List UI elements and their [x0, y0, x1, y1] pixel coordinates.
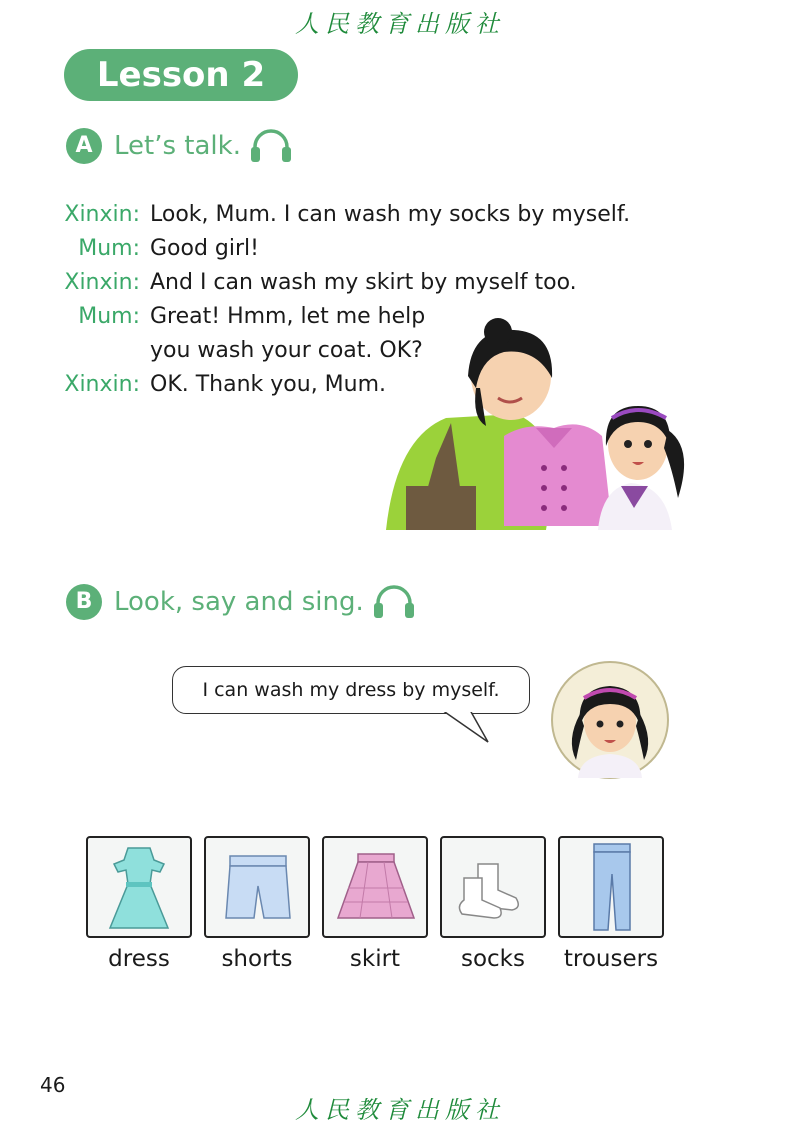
trousers-icon — [560, 838, 662, 936]
publisher-header: 人民教育出版社 — [295, 10, 505, 38]
headphones-icon[interactable] — [249, 129, 293, 163]
dialogue-text: Look, Mum. I can wash my socks by myself. — [150, 202, 631, 227]
card-trousers[interactable] — [558, 836, 664, 938]
card-socks[interactable] — [440, 836, 546, 938]
speaker-name: Xinxin: — [64, 372, 140, 397]
shorts-icon — [206, 838, 308, 936]
dialogue-text: And I can wash my skirt by myself too. — [150, 270, 577, 295]
card-label-skirt: skirt — [349, 946, 401, 972]
card-skirt[interactable] — [322, 836, 428, 938]
dress-icon — [88, 838, 190, 936]
publisher-footer: 人民教育出版社 — [295, 1096, 505, 1124]
dialogue-text: OK. Thank you, Mum. — [150, 372, 387, 397]
card-label-trousers: trousers — [563, 946, 659, 972]
lesson-title: Lesson 2 — [64, 49, 298, 101]
dialogue-text: you wash your coat. OK? — [150, 338, 423, 363]
skirt-icon — [324, 838, 426, 936]
section-b-badge: B — [66, 584, 102, 620]
speech-bubble: I can wash my dress by myself. — [172, 666, 530, 714]
mum-and-girl-illustration — [376, 318, 686, 530]
dialogue-text: Great! Hmm, let me help — [150, 304, 426, 329]
section-a-title: Let’s talk. — [114, 131, 241, 161]
speaker-name: Mum: — [78, 304, 140, 329]
card-label-dress: dress — [108, 946, 170, 972]
headphones-icon[interactable] — [372, 585, 416, 619]
socks-icon — [442, 838, 544, 936]
section-b-title: Look, say and sing. — [114, 587, 364, 617]
card-dress[interactable] — [86, 836, 192, 938]
card-label-socks: socks — [460, 946, 525, 972]
section-b-heading — [66, 584, 416, 620]
card-label-shorts: shorts — [221, 946, 293, 972]
section-a-heading — [66, 128, 293, 164]
speaker-name: Xinxin: — [64, 202, 140, 227]
card-shorts[interactable] — [204, 836, 310, 938]
speech-bubble-tail — [440, 710, 500, 746]
speaker-name: Xinxin: — [64, 270, 140, 295]
page-number: 46 — [40, 1073, 66, 1097]
girl-portrait — [550, 660, 670, 780]
section-a-badge: A — [66, 128, 102, 164]
dialogue-text: Good girl! — [150, 236, 259, 261]
speaker-name: Mum: — [78, 236, 140, 261]
